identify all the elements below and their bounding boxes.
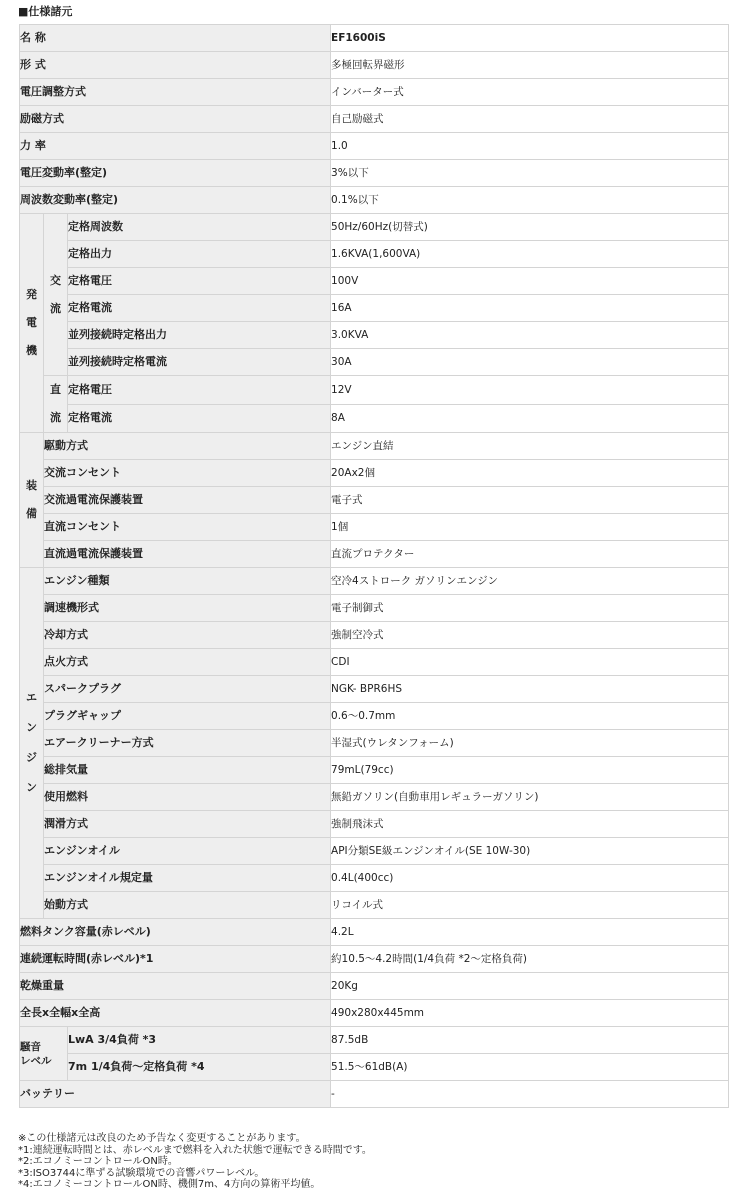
table-row [20,25,729,52]
row-value: 多極回転界磁形 [331,52,729,79]
row-value: 12V [331,376,729,405]
row-label: 定格電流 [68,295,331,322]
table-row [20,946,729,973]
row-value: 8A [331,404,729,433]
row-label: 総排気量 [44,757,331,784]
row-value: 強制空冷式 [331,622,729,649]
footnote: *1:連続運転時間とは、赤レベルまで燃料を入れた状態で運転できる時間です。 [18,1144,372,1156]
row-label: 定格出力 [68,241,331,268]
row-label: 力 率 [20,133,331,160]
row-value: 490x280x445mm [331,1000,729,1027]
table-row [20,295,729,322]
row-label: 並列接続時定格出力 [68,322,331,349]
table-row [20,595,729,622]
row-label: 始動方式 [44,892,331,919]
row-value: 約10.5〜4.2時間(1/4負荷 *2〜定格負荷) [331,946,729,973]
table-row [20,1081,729,1108]
row-value: 1個 [331,514,729,541]
row-label: 駆動方式 [44,433,331,460]
row-label: エアークリーナー方式 [44,730,331,757]
row-value: 直流プロテクター [331,541,729,568]
row-label: 周波数変動率(整定) [20,187,331,214]
table-row [20,649,729,676]
row-value: インバーター式 [331,79,729,106]
table-row [20,322,729,349]
table-row [20,487,729,514]
group-label-equipment: 装備 [20,433,44,568]
table-row [20,703,729,730]
table-row [20,676,729,703]
section-title: ■仕様諸元 [18,5,73,18]
table-row [20,433,729,460]
table-row [20,757,729,784]
row-value: エンジン直結 [331,433,729,460]
group-label-engine: エンジン [20,568,44,919]
group-label-generator: 発電機 [20,214,44,433]
table-row [20,622,729,649]
row-label: 電圧変動率(整定) [20,160,331,187]
row-label: LwA 3/4負荷 *3 [68,1027,331,1054]
table-row [20,187,729,214]
row-value: 半湿式(ウレタンフォーム) [331,730,729,757]
table-row [20,460,729,487]
row-label: 定格電圧 [68,268,331,295]
row-value: 16A [331,295,729,322]
table-row [20,133,729,160]
row-value: 87.5dB [331,1027,729,1054]
footnote: *4:エコノミーコントロールON時、機側7m、4方向の算術平均値。 [18,1179,321,1190]
table-row [20,919,729,946]
group-label-noise: 騒音 レベル [20,1027,68,1081]
subgroup-label-dc: 直流 [44,376,68,433]
table-row [20,784,729,811]
row-value: 空冷4ストローク ガソリンエンジン [331,568,729,595]
table-row [20,865,729,892]
row-label: エンジンオイル規定量 [44,865,331,892]
table-row [20,1000,729,1027]
table-row [20,376,729,405]
table-row [20,268,729,295]
row-label: 調速機形式 [44,595,331,622]
table-row [20,404,729,433]
row-value: EF1600iS [331,25,729,52]
row-label: 直流過電流保護装置 [44,541,331,568]
row-value: - [331,1081,729,1108]
table-row [20,52,729,79]
row-label: 点火方式 [44,649,331,676]
row-label: エンジンオイル [44,838,331,865]
row-value: 1.0 [331,133,729,160]
row-label: 交流コンセント [44,460,331,487]
row-label: 乾燥重量 [20,973,331,1000]
row-label: 燃料タンク容量(赤レベル) [20,919,331,946]
table-row [20,541,729,568]
table-row [20,514,729,541]
row-label: スパークプラグ [44,676,331,703]
table-row [20,214,729,241]
subgroup-label-ac: 交流 [44,214,68,376]
table-row [20,892,729,919]
table-row [20,79,729,106]
row-value: 電子式 [331,487,729,514]
row-value: 自己励磁式 [331,106,729,133]
row-value: 0.6〜0.7mm [331,703,729,730]
row-label: 名 称 [20,25,331,52]
row-label: 定格電流 [68,404,331,433]
row-value: CDI [331,649,729,676]
row-label: エンジン種類 [44,568,331,595]
row-label: 形 式 [20,52,331,79]
footnotes [18,1133,738,1191]
row-value: 79mL(79cc) [331,757,729,784]
row-label: 定格周波数 [68,214,331,241]
row-value: 3.0KVA [331,322,729,349]
footnote: ※この仕様諸元は改良のため予告なく変更することがあります。 [18,1133,306,1144]
row-label: 並列接続時定格電流 [68,349,331,376]
row-value: 20Kg [331,973,729,1000]
row-value: 3%以下 [331,160,729,187]
row-value: NGK- BPR6HS [331,676,729,703]
row-value: リコイル式 [331,892,729,919]
row-label: 直流コンセント [44,514,331,541]
row-label: 使用燃料 [44,784,331,811]
row-value: 強制飛沫式 [331,811,729,838]
table-row [20,1027,729,1054]
table-row [20,106,729,133]
footnote: *2:エコノミーコントロールON時。 [18,1156,178,1167]
row-value: 無鉛ガソリン(自動車用レギュラーガソリン) [331,784,729,811]
row-label: 潤滑方式 [44,811,331,838]
row-label: 励磁方式 [20,106,331,133]
table-row [20,838,729,865]
table-row [20,349,729,376]
row-label: プラグギャップ [44,703,331,730]
row-value: 51.5〜61dB(A) [331,1054,729,1081]
row-label: 冷却方式 [44,622,331,649]
spec-table [19,24,729,1108]
row-value: 電子制御式 [331,595,729,622]
row-label: 定格電圧 [68,376,331,405]
table-row [20,160,729,187]
table-row [20,568,729,595]
row-label: 連続運転時間(赤レベル)*1 [20,946,331,973]
table-row [20,730,729,757]
row-value: 1.6KVA(1,600VA) [331,241,729,268]
row-value: 4.2L [331,919,729,946]
row-value: 50Hz/60Hz(切替式) [331,214,729,241]
row-value: API分類SE級エンジンオイル(SE 10W-30) [331,838,729,865]
row-label: バッテリー [20,1081,331,1108]
row-value: 0.1%以下 [331,187,729,214]
footnote: *3:ISO3744に準ずる試験環境での音響パワーレベル。 [18,1167,265,1179]
table-row [20,241,729,268]
row-value: 0.4L(400cc) [331,865,729,892]
table-row [20,1054,729,1081]
row-label: 全長x全幅x全高 [20,1000,331,1027]
row-label: 7m 1/4負荷〜定格負荷 *4 [68,1054,331,1081]
row-value: 30A [331,349,729,376]
table-row [20,973,729,1000]
row-value: 100V [331,268,729,295]
row-label: 交流過電流保護装置 [44,487,331,514]
row-label: 電圧調整方式 [20,79,331,106]
row-value: 20Ax2個 [331,460,729,487]
table-row [20,811,729,838]
